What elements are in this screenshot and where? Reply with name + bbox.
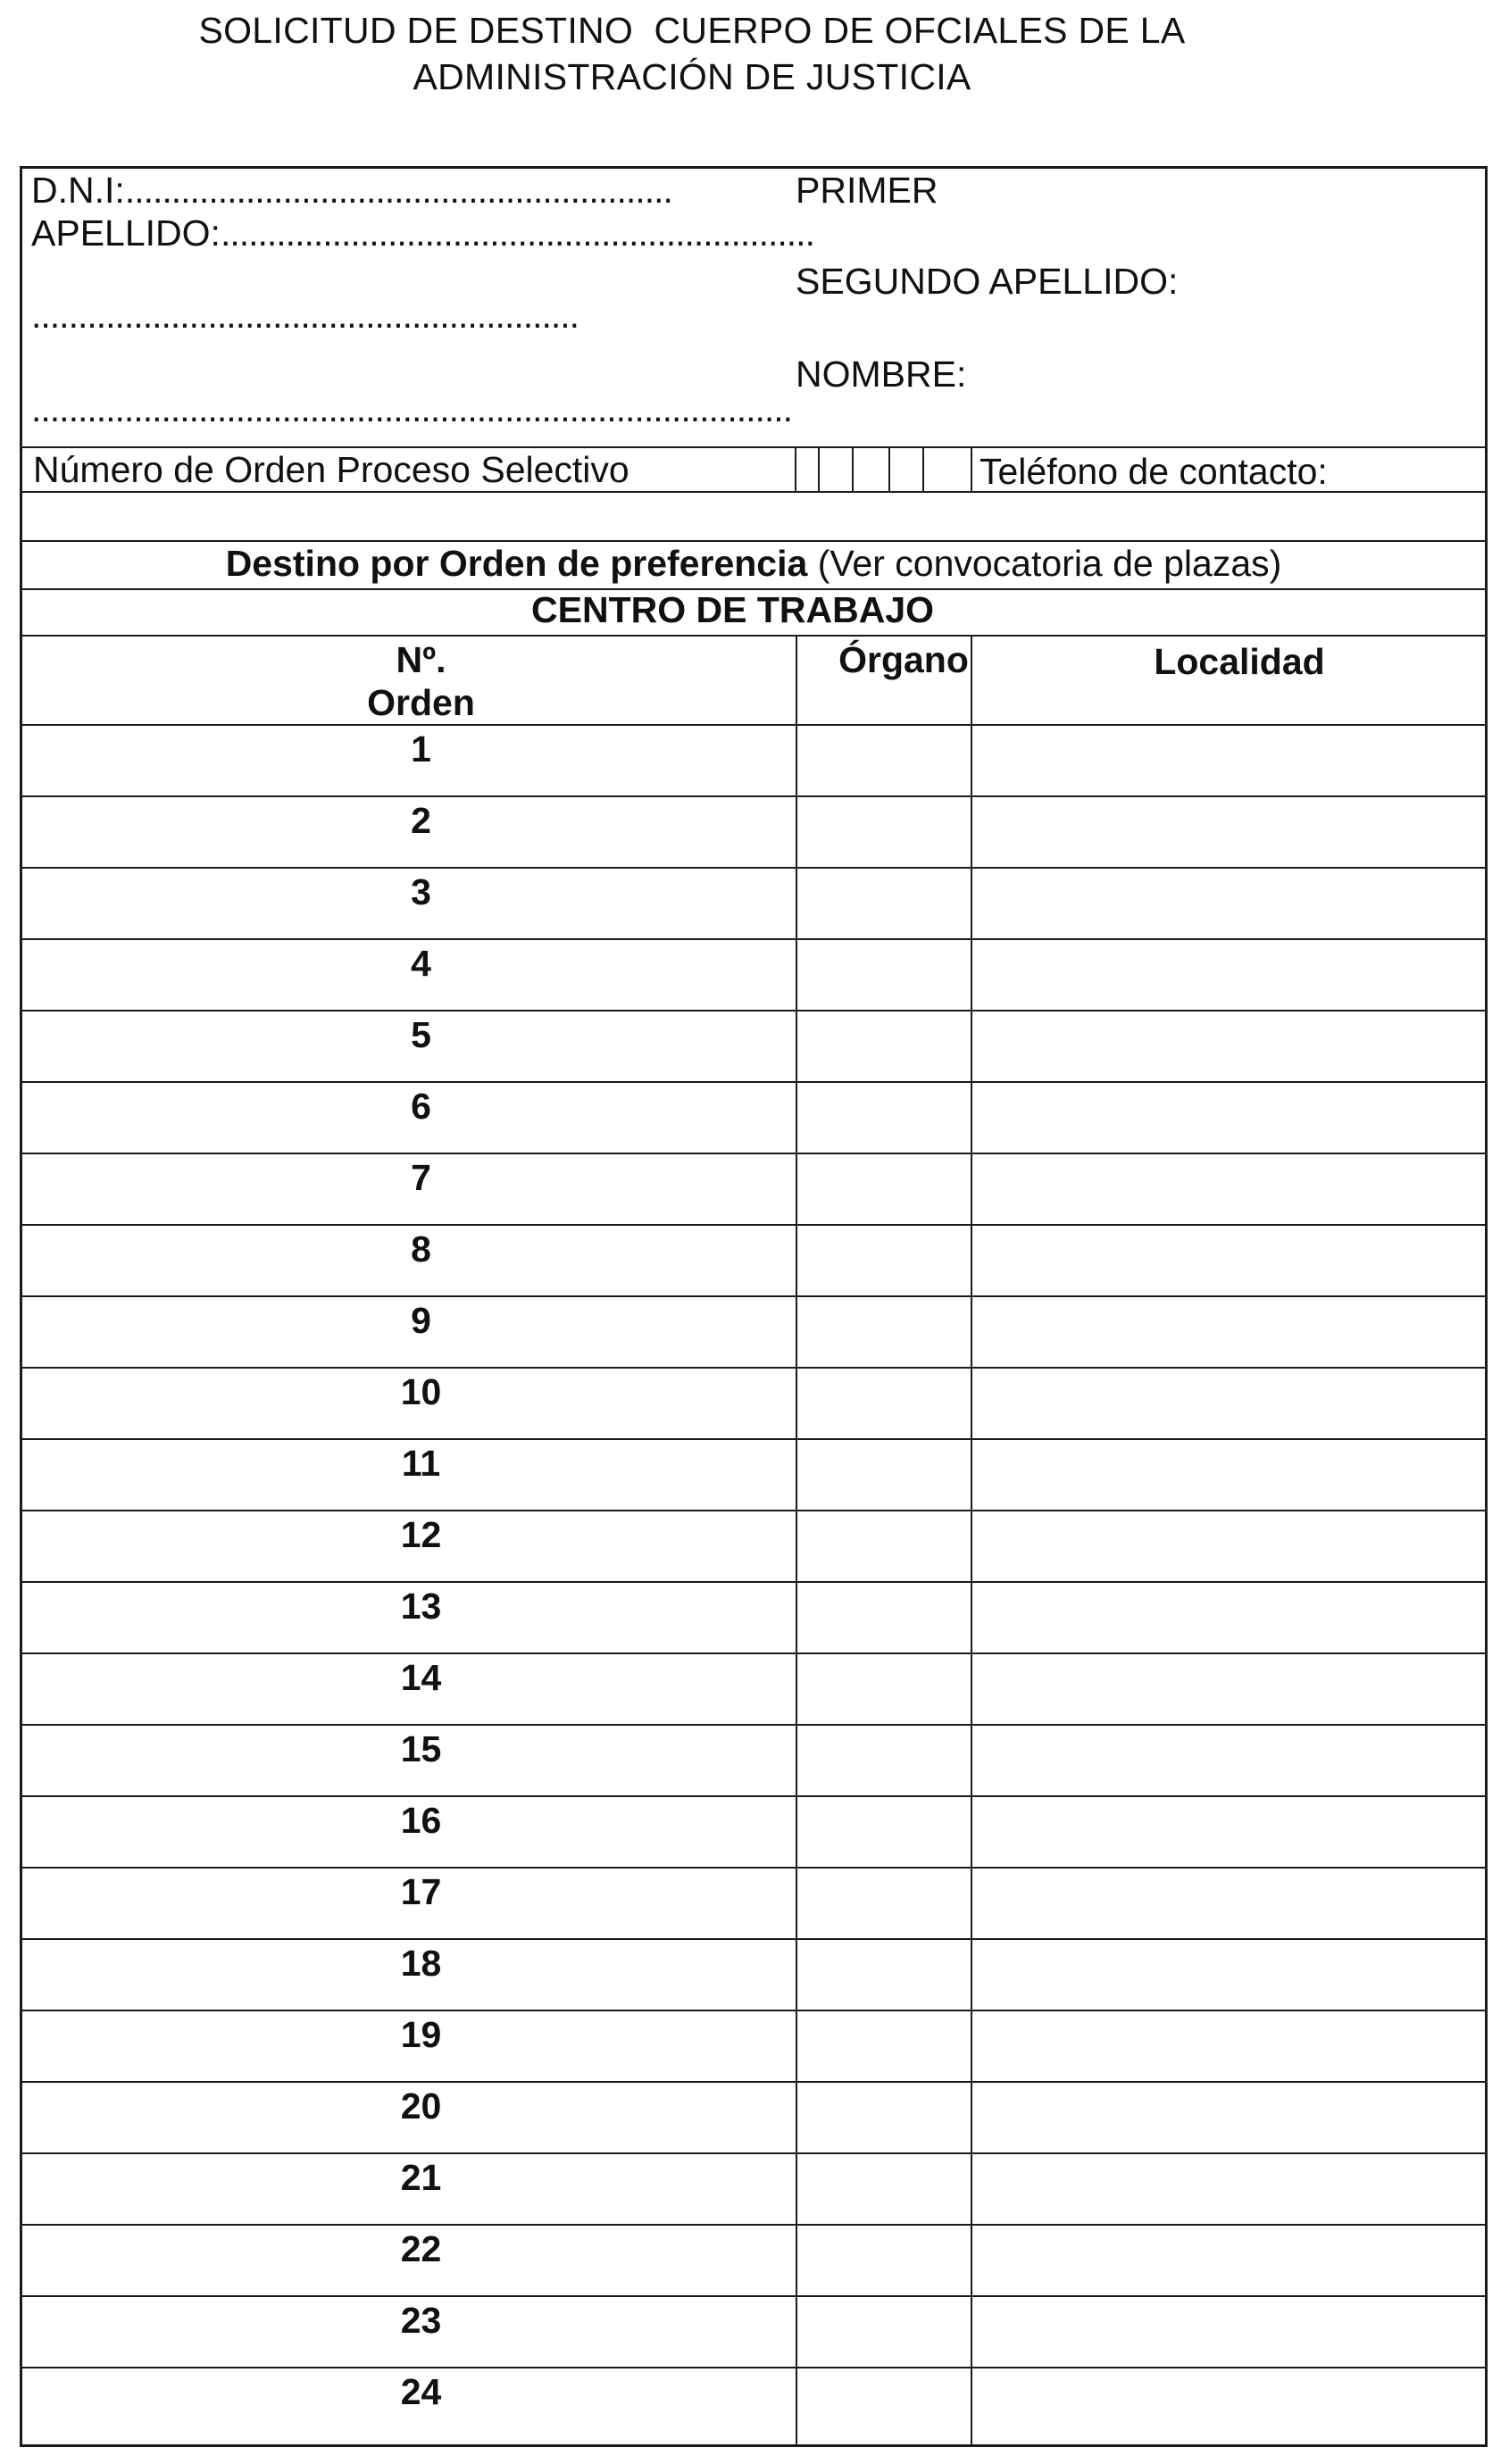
localidad-cell[interactable] xyxy=(972,797,1485,867)
organo-cell[interactable] xyxy=(797,1797,971,1867)
organo-cell[interactable] xyxy=(797,1011,971,1081)
orden-box-divider xyxy=(795,446,796,493)
section-heading-note: (Ver convocatoria de plazas) xyxy=(807,543,1282,584)
localidad-cell[interactable] xyxy=(972,1369,1485,1438)
dni-label: D.N.I: xyxy=(31,170,125,211)
row-number: 11 xyxy=(401,1443,441,1484)
row-number: 4 xyxy=(411,943,431,984)
segundo-apellido-label: SEGUNDO APELLIDO: xyxy=(796,261,1179,302)
row-number: 18 xyxy=(400,1943,442,1984)
localidad-cell[interactable] xyxy=(972,2226,1485,2295)
localidad-cell[interactable] xyxy=(972,2297,1485,2367)
divider xyxy=(22,491,1485,493)
col-header-orden: Orden xyxy=(367,682,475,723)
localidad-cell[interactable] xyxy=(972,1797,1485,1867)
organo-cell[interactable] xyxy=(797,2011,971,2081)
dni-dots: ........................................................... xyxy=(124,170,672,211)
row-number: 23 xyxy=(400,2300,442,2341)
organo-cell[interactable] xyxy=(797,1654,971,1724)
centro-trabajo-heading: CENTRO DE TRABAJO xyxy=(531,589,935,630)
row-number: 3 xyxy=(411,871,431,912)
row-number: 6 xyxy=(411,1086,431,1127)
col-header-localidad: Localidad xyxy=(1154,641,1325,682)
organo-cell[interactable] xyxy=(797,1940,971,2010)
segundo-apellido-field[interactable]: ........................................................... xyxy=(31,295,579,336)
organo-cell[interactable] xyxy=(797,1869,971,1938)
dni-field[interactable] xyxy=(31,169,672,212)
row-number: 12 xyxy=(400,1514,442,1555)
organo-cell[interactable] xyxy=(797,1440,971,1510)
organo-cell[interactable] xyxy=(797,2154,971,2224)
localidad-cell[interactable] xyxy=(972,2368,1485,2438)
row-number: 5 xyxy=(411,1014,431,1055)
organo-cell[interactable] xyxy=(797,1511,971,1581)
organo-cell[interactable] xyxy=(797,726,971,795)
localidad-cell[interactable] xyxy=(972,2011,1485,2081)
row-number: 10 xyxy=(400,1371,442,1412)
numero-orden-label: Número de Orden Proceso Selectivo xyxy=(33,449,629,490)
orden-digit-box-3[interactable] xyxy=(890,446,924,491)
row-number: 15 xyxy=(400,1728,442,1769)
form-title-line-2: ADMINISTRACIÓN DE JUSTICIA xyxy=(413,56,971,97)
row-number: 1 xyxy=(411,728,431,770)
row-number: 2 xyxy=(411,800,431,841)
localidad-cell[interactable] xyxy=(972,726,1485,795)
organo-cell[interactable] xyxy=(797,2083,971,2152)
localidad-cell[interactable] xyxy=(972,1226,1485,1295)
divider xyxy=(22,635,1485,637)
apellido-label: APELLIDO: xyxy=(31,212,221,254)
row-number: 20 xyxy=(400,2085,442,2127)
row-number: 21 xyxy=(400,2157,442,2198)
organo-cell[interactable] xyxy=(797,940,971,1010)
organo-cell[interactable] xyxy=(797,2368,971,2438)
localidad-cell[interactable] xyxy=(972,1511,1485,1581)
organo-cell[interactable] xyxy=(797,797,971,867)
telefono-divider xyxy=(971,446,972,493)
organo-cell[interactable] xyxy=(797,869,971,938)
row-number: 14 xyxy=(400,1657,442,1698)
row-number: 13 xyxy=(400,1586,442,1627)
localidad-cell[interactable] xyxy=(972,1869,1485,1938)
localidad-cell[interactable] xyxy=(972,869,1485,938)
localidad-cell[interactable] xyxy=(972,1940,1485,2010)
form-title xyxy=(0,7,1384,100)
orden-digit-box-2[interactable] xyxy=(852,446,890,491)
row-number: 24 xyxy=(400,2371,442,2412)
orden-digit-box-1[interactable] xyxy=(818,446,854,491)
organo-cell[interactable] xyxy=(797,1369,971,1438)
organo-cell[interactable] xyxy=(797,1297,971,1367)
localidad-cell[interactable] xyxy=(972,1154,1485,1224)
localidad-cell[interactable] xyxy=(972,2154,1485,2224)
organo-cell[interactable] xyxy=(797,1154,971,1224)
nombre-field[interactable]: .................................................................................. xyxy=(31,388,793,429)
form-title-line-1: SOLICITUD DE DESTINO CUERPO DE OFCIALES DE LA xyxy=(198,10,1186,51)
localidad-cell[interactable] xyxy=(972,1440,1485,1510)
apellido-dots: ................................................................ xyxy=(220,212,814,254)
row-number: 16 xyxy=(400,1800,442,1841)
organo-cell[interactable] xyxy=(797,1226,971,1295)
organo-cell[interactable] xyxy=(797,1083,971,1153)
organo-cell[interactable] xyxy=(797,2297,971,2367)
primer-apellido-field[interactable] xyxy=(31,212,814,254)
localidad-cell[interactable] xyxy=(972,1726,1485,1795)
row-number: 17 xyxy=(400,1871,442,1912)
row-number: 9 xyxy=(411,1300,431,1341)
row-number: 22 xyxy=(400,2228,442,2269)
localidad-cell[interactable] xyxy=(972,1083,1485,1153)
localidad-cell[interactable] xyxy=(972,1011,1485,1081)
localidad-cell[interactable] xyxy=(972,1297,1485,1367)
section-heading xyxy=(22,542,1485,585)
primer-apellido-label: PRIMER xyxy=(796,170,938,211)
localidad-cell[interactable] xyxy=(972,1583,1485,1652)
localidad-cell[interactable] xyxy=(972,1654,1485,1724)
row-number: 8 xyxy=(411,1228,431,1269)
application-form xyxy=(20,166,1488,2447)
organo-cell[interactable] xyxy=(797,1583,971,1652)
localidad-cell[interactable] xyxy=(972,2083,1485,2152)
organo-cell[interactable] xyxy=(797,1726,971,1795)
col-header-organo: Órgano xyxy=(838,639,969,680)
section-heading-bold: Destino por Orden de preferencia xyxy=(225,543,808,584)
localidad-cell[interactable] xyxy=(972,940,1485,1010)
organo-cell[interactable] xyxy=(797,2226,971,2295)
row-number: 7 xyxy=(411,1157,431,1198)
col-header-num: Nº. xyxy=(396,639,446,680)
telefono-label: Teléfono de contacto: xyxy=(980,451,1328,492)
nombre-label: NOMBRE: xyxy=(796,354,967,395)
row-number: 19 xyxy=(400,2014,442,2055)
